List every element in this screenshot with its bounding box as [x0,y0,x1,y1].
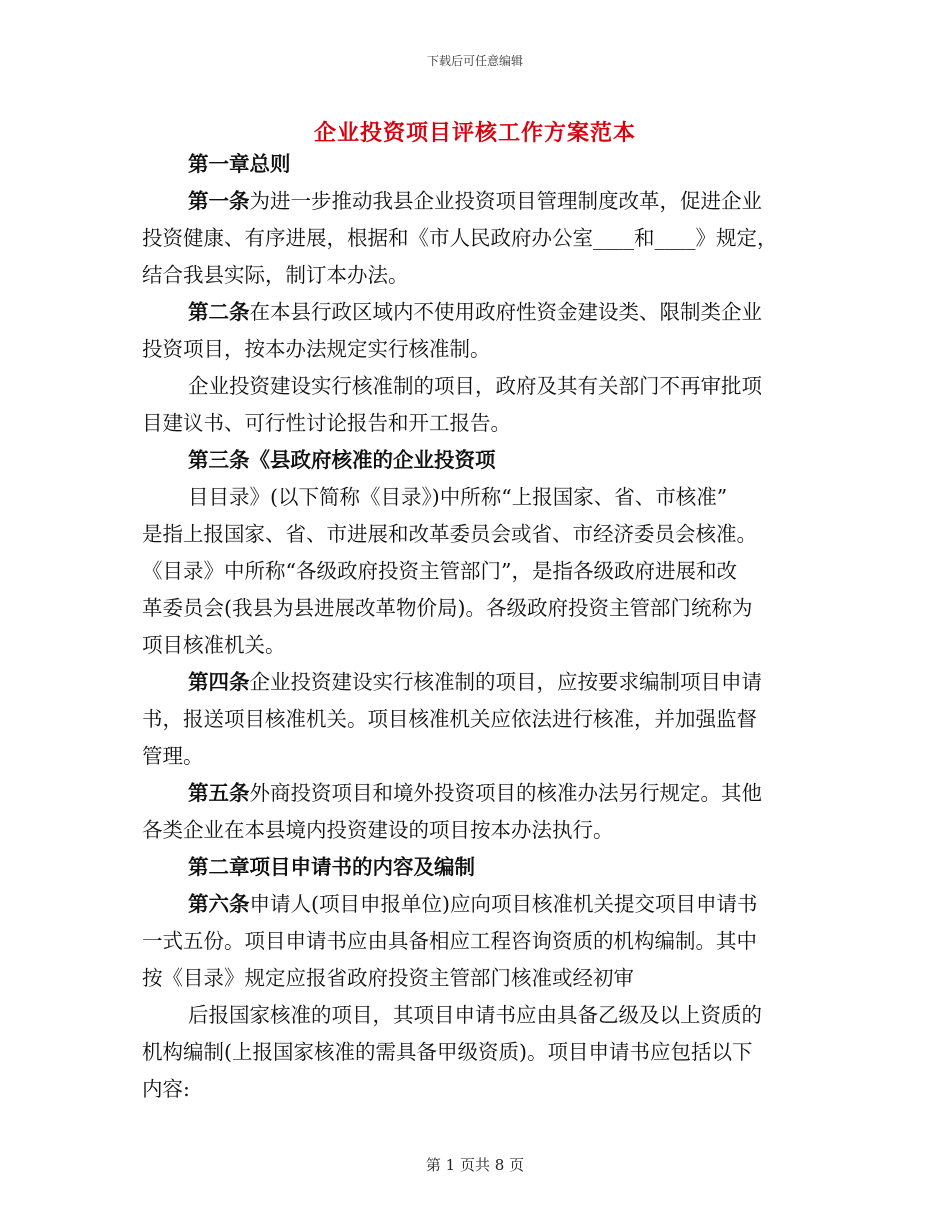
body-line [142,183,802,220]
page-footer: 第 1 页共 8 页 [425,1156,525,1174]
line-text: 申请人(项目申报单位)应向项目核准机关提交项目申请书 [249,892,758,916]
line-bold: 第二条 [188,300,250,324]
body-line [142,960,802,997]
line-text: 企业投资建设实行核准制的项目，政府及其有关部门不再审批项 [188,374,762,398]
document-title: 企业投资项目评核工作方案范本 [313,120,636,146]
document-body [142,146,802,1108]
body-line [142,1034,802,1071]
body-line [142,294,802,331]
line-text: 内容: [142,1077,190,1101]
line-bold: 第六条 [188,892,250,916]
body-line [142,257,802,294]
line-text: 书，报送项目核准机关。项目核准机关应依法进行核准，并加强监督 [142,707,757,731]
header-note: 下载后可任意编辑 [426,54,523,68]
line-text: 外商投资项目和境外投资项目的核准办法另行规定。其他 [249,781,762,805]
body-line [142,886,802,923]
body-line [142,664,802,701]
line-text: 投资项目，按本办法规定实行核准制。 [142,337,491,361]
line-text: 后报国家核准的项目，其项目申请书应由具备乙级及以上资质的 [188,1003,762,1027]
body-line [142,479,802,516]
body-line [142,220,802,257]
line-text: 投资健康、有序进展，根据和《市人民政府办公室____和____》规定， [142,226,778,250]
body-line [142,738,802,775]
body-line [142,146,802,183]
line-text: 革委员会(我县为县进展改革物价局)。各级政府投资主管部门统称为 [142,596,753,620]
body-line [142,627,802,664]
body-line [142,812,802,849]
body-line [142,1071,802,1108]
body-line [142,997,802,1034]
body-line [142,923,802,960]
line-text: 是指上报国家、省、市进展和改革委员会或省、市经济委员会核准。 [142,522,757,546]
line-text: 各类企业在本县境内投资建设的项目按本办法执行。 [142,818,614,842]
line-text: 管理。 [142,744,204,768]
line-bold: 第四条 [188,670,250,694]
line-text: 项目核准机关。 [142,633,286,657]
line-bold: 第三条《县政府核准的企业投资项 [188,448,496,472]
line-text: 按《目录》规定应报省政府投资主管部门核准或经初审 [142,966,634,990]
body-line [142,590,802,627]
line-text: 《目录》中所称“各级政府投资主管部门”，是指各级政府进展和改 [142,559,737,583]
line-text: 目建议书、可行性讨论报告和开工报告。 [142,411,511,435]
line-bold: 第一条 [188,189,250,213]
body-line [142,849,802,886]
body-line [142,553,802,590]
line-text: 企业投资建设实行核准制的项目，应按要求编制项目申请 [249,670,762,694]
line-text: 一式五份。项目申请书应由具备相应工程咨询资质的机构编制。其中 [142,929,757,953]
line-text: 机构编制(上报国家核准的需具备甲级资质)。项目申请书应包括以下 [142,1040,753,1064]
body-line [142,516,802,553]
line-bold: 第五条 [188,781,250,805]
body-line [142,331,802,368]
line-bold: 第二章项目申请书的内容及编制 [188,855,475,879]
line-bold: 第一章总则 [188,152,291,176]
line-text: 目目录》(以下简称《目录》)中所称“上报国家、省、市核准” [188,485,728,509]
line-text: 结合我县实际，制订本办法。 [142,263,409,287]
body-line [142,442,802,479]
line-text: 在本县行政区域内不使用政府性资金建设类、限制类企业 [249,300,762,324]
body-line [142,405,802,442]
body-line [142,701,802,738]
line-text: 为进一步推动我县企业投资项目管理制度改革，促进企业 [249,189,762,213]
body-line [142,368,802,405]
body-line [142,775,802,812]
